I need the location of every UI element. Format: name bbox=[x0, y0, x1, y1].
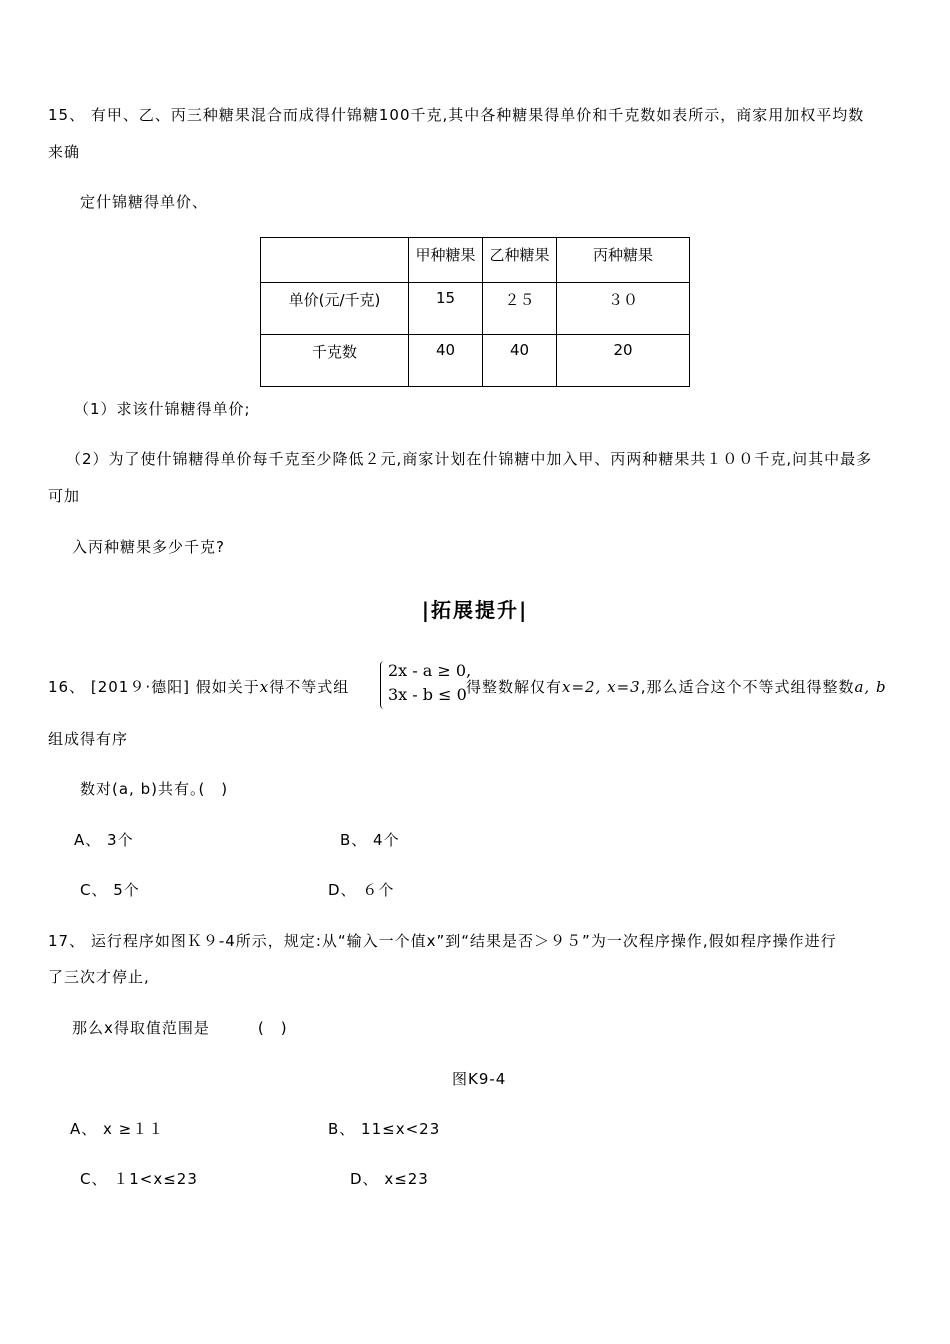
table-header-cell: 丙种糖果 bbox=[557, 238, 690, 283]
q15-line1: 15、 有甲、乙、丙三种糖果混合而成得什锦糖100千克,其中各种糖果得单价和千克数如表所示，商家用加权平均数 bbox=[48, 106, 865, 124]
table-cell: 20 bbox=[557, 335, 690, 387]
q17-option-a: A、 x ≥１１ bbox=[70, 1120, 165, 1138]
table-cell: 15 bbox=[409, 283, 483, 335]
q16-line3: 数对(a, b)共有｡( ) bbox=[80, 780, 229, 798]
q15-line2: 来确 bbox=[48, 143, 81, 161]
table-row bbox=[261, 335, 690, 387]
q16-mid: 得不等式组 bbox=[269, 678, 350, 696]
q15-part2-line3: 入丙种糖果多少千克? bbox=[72, 538, 225, 556]
candy-price-table bbox=[260, 237, 690, 387]
q16-option-c: C、 5个 bbox=[80, 881, 140, 899]
q16-line1-suffix bbox=[466, 676, 887, 697]
table-cell: 千克数 bbox=[261, 335, 409, 387]
q16-solution: x=2, x=3 bbox=[562, 678, 641, 696]
q16-suffix-a: 得整数解仅有 bbox=[466, 678, 563, 696]
table-cell: 单价(元/千克) bbox=[261, 283, 409, 335]
q15-part2-line2: 可加 bbox=[48, 487, 81, 505]
q17-option-b: B、 11≤x<23 bbox=[328, 1120, 441, 1138]
q16-option-a: A、 3个 bbox=[74, 831, 134, 849]
q16-var-x: x bbox=[259, 678, 270, 696]
table-cell: 40 bbox=[483, 335, 557, 387]
table-header-cell: 甲种糖果 bbox=[409, 238, 483, 283]
q17-option-d: D、 x≤23 bbox=[350, 1170, 429, 1188]
table-cell: ３０ bbox=[557, 283, 690, 335]
inequality-2: 3x - b ≤ 0 bbox=[388, 685, 467, 704]
q17-line2: 了三次才停止, bbox=[48, 968, 150, 986]
q16-suffix-b: ,那么适合这个不等式组得整数 bbox=[640, 678, 855, 696]
q16-option-d: D、 ６个 bbox=[328, 881, 395, 899]
table-cell: ２５ bbox=[483, 283, 557, 335]
q16-option-b: B、 4个 bbox=[340, 831, 400, 849]
q16-line2: 组成得有序 bbox=[48, 730, 129, 748]
table-header-cell bbox=[261, 238, 409, 283]
inequality-system bbox=[380, 661, 472, 709]
section-title: |拓展提升| bbox=[421, 598, 529, 622]
table-header-row bbox=[261, 238, 690, 283]
table-row bbox=[261, 283, 690, 335]
q17-option-c: C、 １1<x≤23 bbox=[80, 1170, 198, 1188]
inequality-1: 2x - a ≥ 0, bbox=[388, 661, 472, 680]
table-header-cell: 乙种糖果 bbox=[483, 238, 557, 283]
q16-line1-prefix bbox=[48, 676, 349, 697]
left-brace bbox=[380, 661, 387, 709]
table-cell: 40 bbox=[409, 335, 483, 387]
q16-ab: a, b bbox=[854, 678, 887, 696]
q16-prefix: 16、 [201９·德阳] 假如关于 bbox=[48, 678, 260, 696]
figure-caption: 图K9-4 bbox=[452, 1070, 507, 1088]
q17-line1: 17、 运行程序如图Ｋ９-4所示，规定:从“输入一个值x”到“结果是否＞９５”为一次程序操作,假如程序操作进行 bbox=[48, 932, 837, 950]
q15-line3: 定什锦糖得单价、 bbox=[80, 193, 209, 211]
q17-line3: 那么x得取值范围是 ( ) bbox=[72, 1019, 288, 1037]
q15-part2-line1: （2）为了使什锦糖得单价每千克至少降低２元,商家计划在什锦糖中加入甲、丙两种糖果共１００千克,问其中最多 bbox=[66, 450, 873, 468]
q15-part1: （1）求该什锦糖得单价; bbox=[74, 400, 251, 418]
